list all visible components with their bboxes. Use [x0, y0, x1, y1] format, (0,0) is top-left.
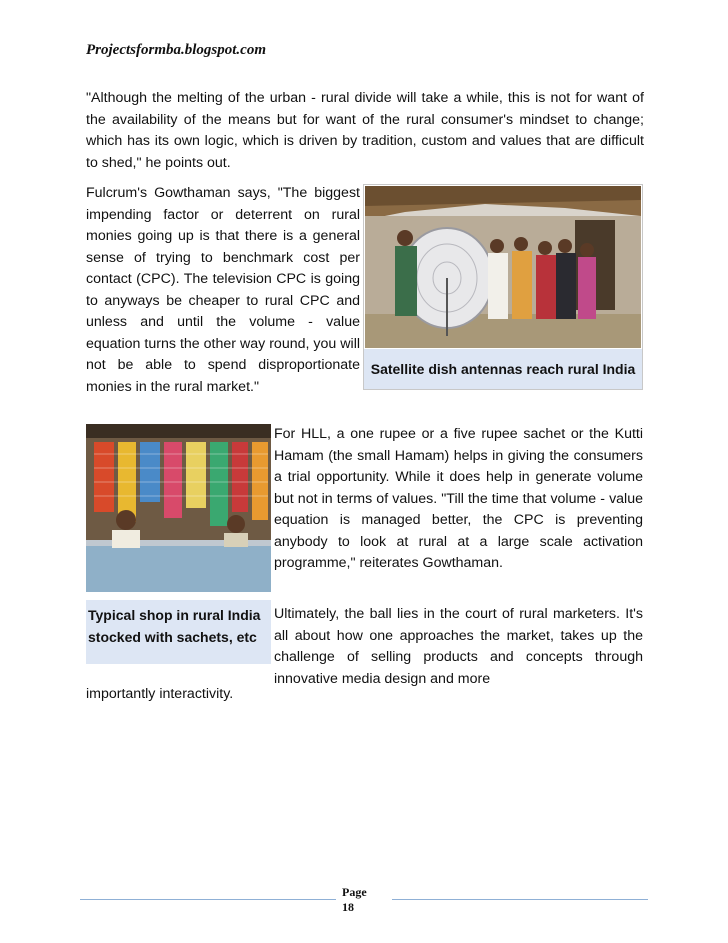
paragraph-urban-rural-divide: "Although the melting of the urban - rural divide will take a while, this is not for want of the availability of the means but for want of the rural consumer's mindset to change; which has its own logic, which is driven by tradition, custom and values that are difficult to shed," he points out. — [86, 90, 644, 171]
paragraph-conclusion-end: importantly interactivity. — [86, 686, 234, 702]
footer-rule-left — [80, 899, 336, 900]
paragraph-hll-sachet: For HLL, a one rupee or a five rupee sachet or the Kutti Hamam (the small Hamam) helps in giving the consumers a trial opportunity. While it does help in generate volume but not in terms of values. "Till the time that volume - value equation is managed better, the CPC is preventing anybody to look at rural at a large scale activation programme," reiterates Gowthaman. — [274, 426, 643, 571]
paragraph-conclusion: Ultimately, the ball lies in the court of rural marketers. It's all about how one approaches the market, takes up the challenge of selling products and concepts through innovative media design and more — [274, 606, 643, 687]
footer-rule-right — [392, 899, 648, 900]
page-number — [342, 885, 367, 915]
figure-rural-shop — [86, 424, 271, 664]
satellite-dish-caption: Satellite dish antennas reach rural India — [364, 349, 642, 389]
satellite-dish-photo — [365, 186, 641, 348]
page-label: Page — [342, 885, 367, 899]
paragraph-gowthaman-quote: Fulcrum's Gowthaman says, "The biggest impending factor or deterrent on rural monies going up is that there is a general sense of trying to benchmark cost per contact (CPC). The television CPC is going to anyways be cheaper to rural CPC and unless and until the volume - value equation turns the other way round, you will not be able to spend disproportionate monies in the rural market." — [86, 185, 360, 395]
rural-shop-caption: Typical shop in rural India stocked with sachets, etc — [86, 600, 271, 664]
figure-satellite-dish — [363, 184, 643, 390]
site-header: Projectsformba.blogspot.com — [86, 42, 266, 58]
page-number-value: 18 — [342, 900, 354, 914]
rural-shop-photo — [86, 424, 271, 592]
